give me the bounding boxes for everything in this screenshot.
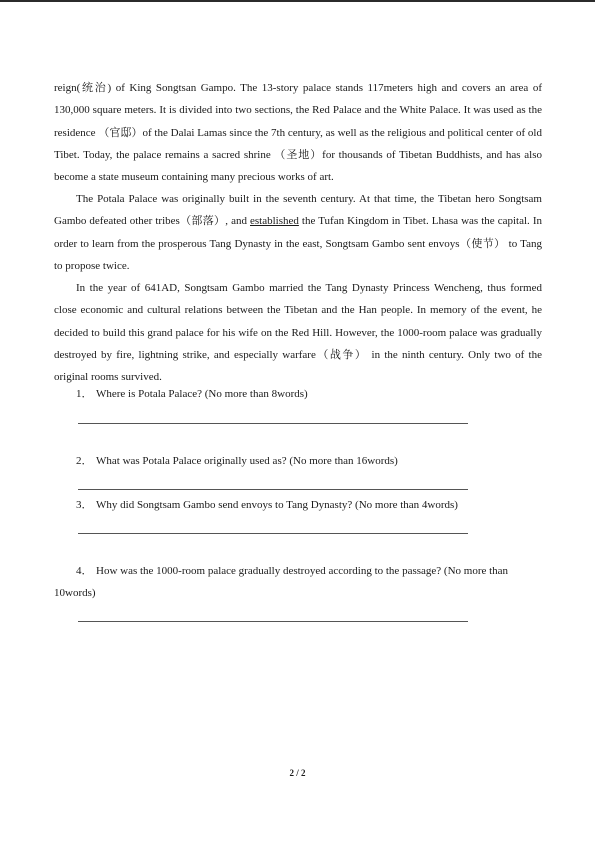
question-1 [54, 383, 542, 405]
question-text: Why did Songtsam Gambo send envoys to Tang Dynasty? (No more than 4words) [96, 499, 458, 511]
question-text: Where is Potala Palace? (No more than 8words) [96, 388, 308, 400]
passage-paragraph-1 [54, 77, 542, 188]
paragraph-2-text-b: the Tufan Kingdom in Tibet. Lhasa was the capital. In order to learn from the prosperous Tang Dynasty in the east, Songtsam Gambo sent envoys（使节） to Tang to propose twice. [54, 215, 542, 272]
question-number: 3． [76, 499, 93, 511]
answer-line-4[interactable] [78, 621, 468, 622]
question-3 [54, 494, 542, 516]
underlined-word: established [250, 215, 299, 228]
question-text: How was the 1000-room palace gradually destroyed according to the passage? (No more than 10words) [54, 565, 509, 600]
question-number: 4． [76, 565, 93, 577]
question-number: 1． [76, 388, 93, 400]
paragraph-1-text: reign(统治) of King Songtsan Gampo. The 13-story palace stands 117meters high and covers an area of 130,000 square meters. It is divided into two sections, the Red Palace and the White Palace. It was used as the residence （官邸）of the Dalai Lamas since the 7th century, as well as the religious and political center of old Tibet. Today, the palace remains a sacred shrine （圣地）for thousands of Tibetan Buddhists, and has also become a state museum containing many precious works of art. [54, 82, 542, 184]
paragraph-3-text: In the year of 641AD, Songtsam Gambo married the Tang Dynasty Princess Wencheng, thus formed close economic and cultural relations between the Tibetan and the Han people. In memory of the event, he decided to build this grand palace for his wife on the Red Hill. However, the 1000-room palace was gradually destroyed by fire, lightning strike, and especially warfare（战争） in the ninth century. Only two of the original rooms survived. [54, 282, 542, 384]
question-4 [54, 560, 542, 605]
answer-line-1[interactable] [78, 423, 468, 424]
question-number: 2． [76, 455, 93, 467]
passage-paragraph-2 [54, 188, 542, 277]
paragraph-2-text-a: The Potala Palace was originally built in the seventh century. At that time, the Tibetan hero Songtsam Gambo defeated other tribes（部落）, and [54, 193, 542, 228]
passage-paragraph-3 [54, 277, 542, 388]
top-rule [0, 0, 595, 2]
page-number: 2 / 2 [289, 768, 306, 778]
question-text: What was Potala Palace originally used as? (No more than 16words) [96, 455, 398, 467]
question-2 [54, 450, 542, 472]
answer-line-2[interactable] [78, 489, 468, 490]
answer-line-3[interactable] [78, 533, 468, 534]
